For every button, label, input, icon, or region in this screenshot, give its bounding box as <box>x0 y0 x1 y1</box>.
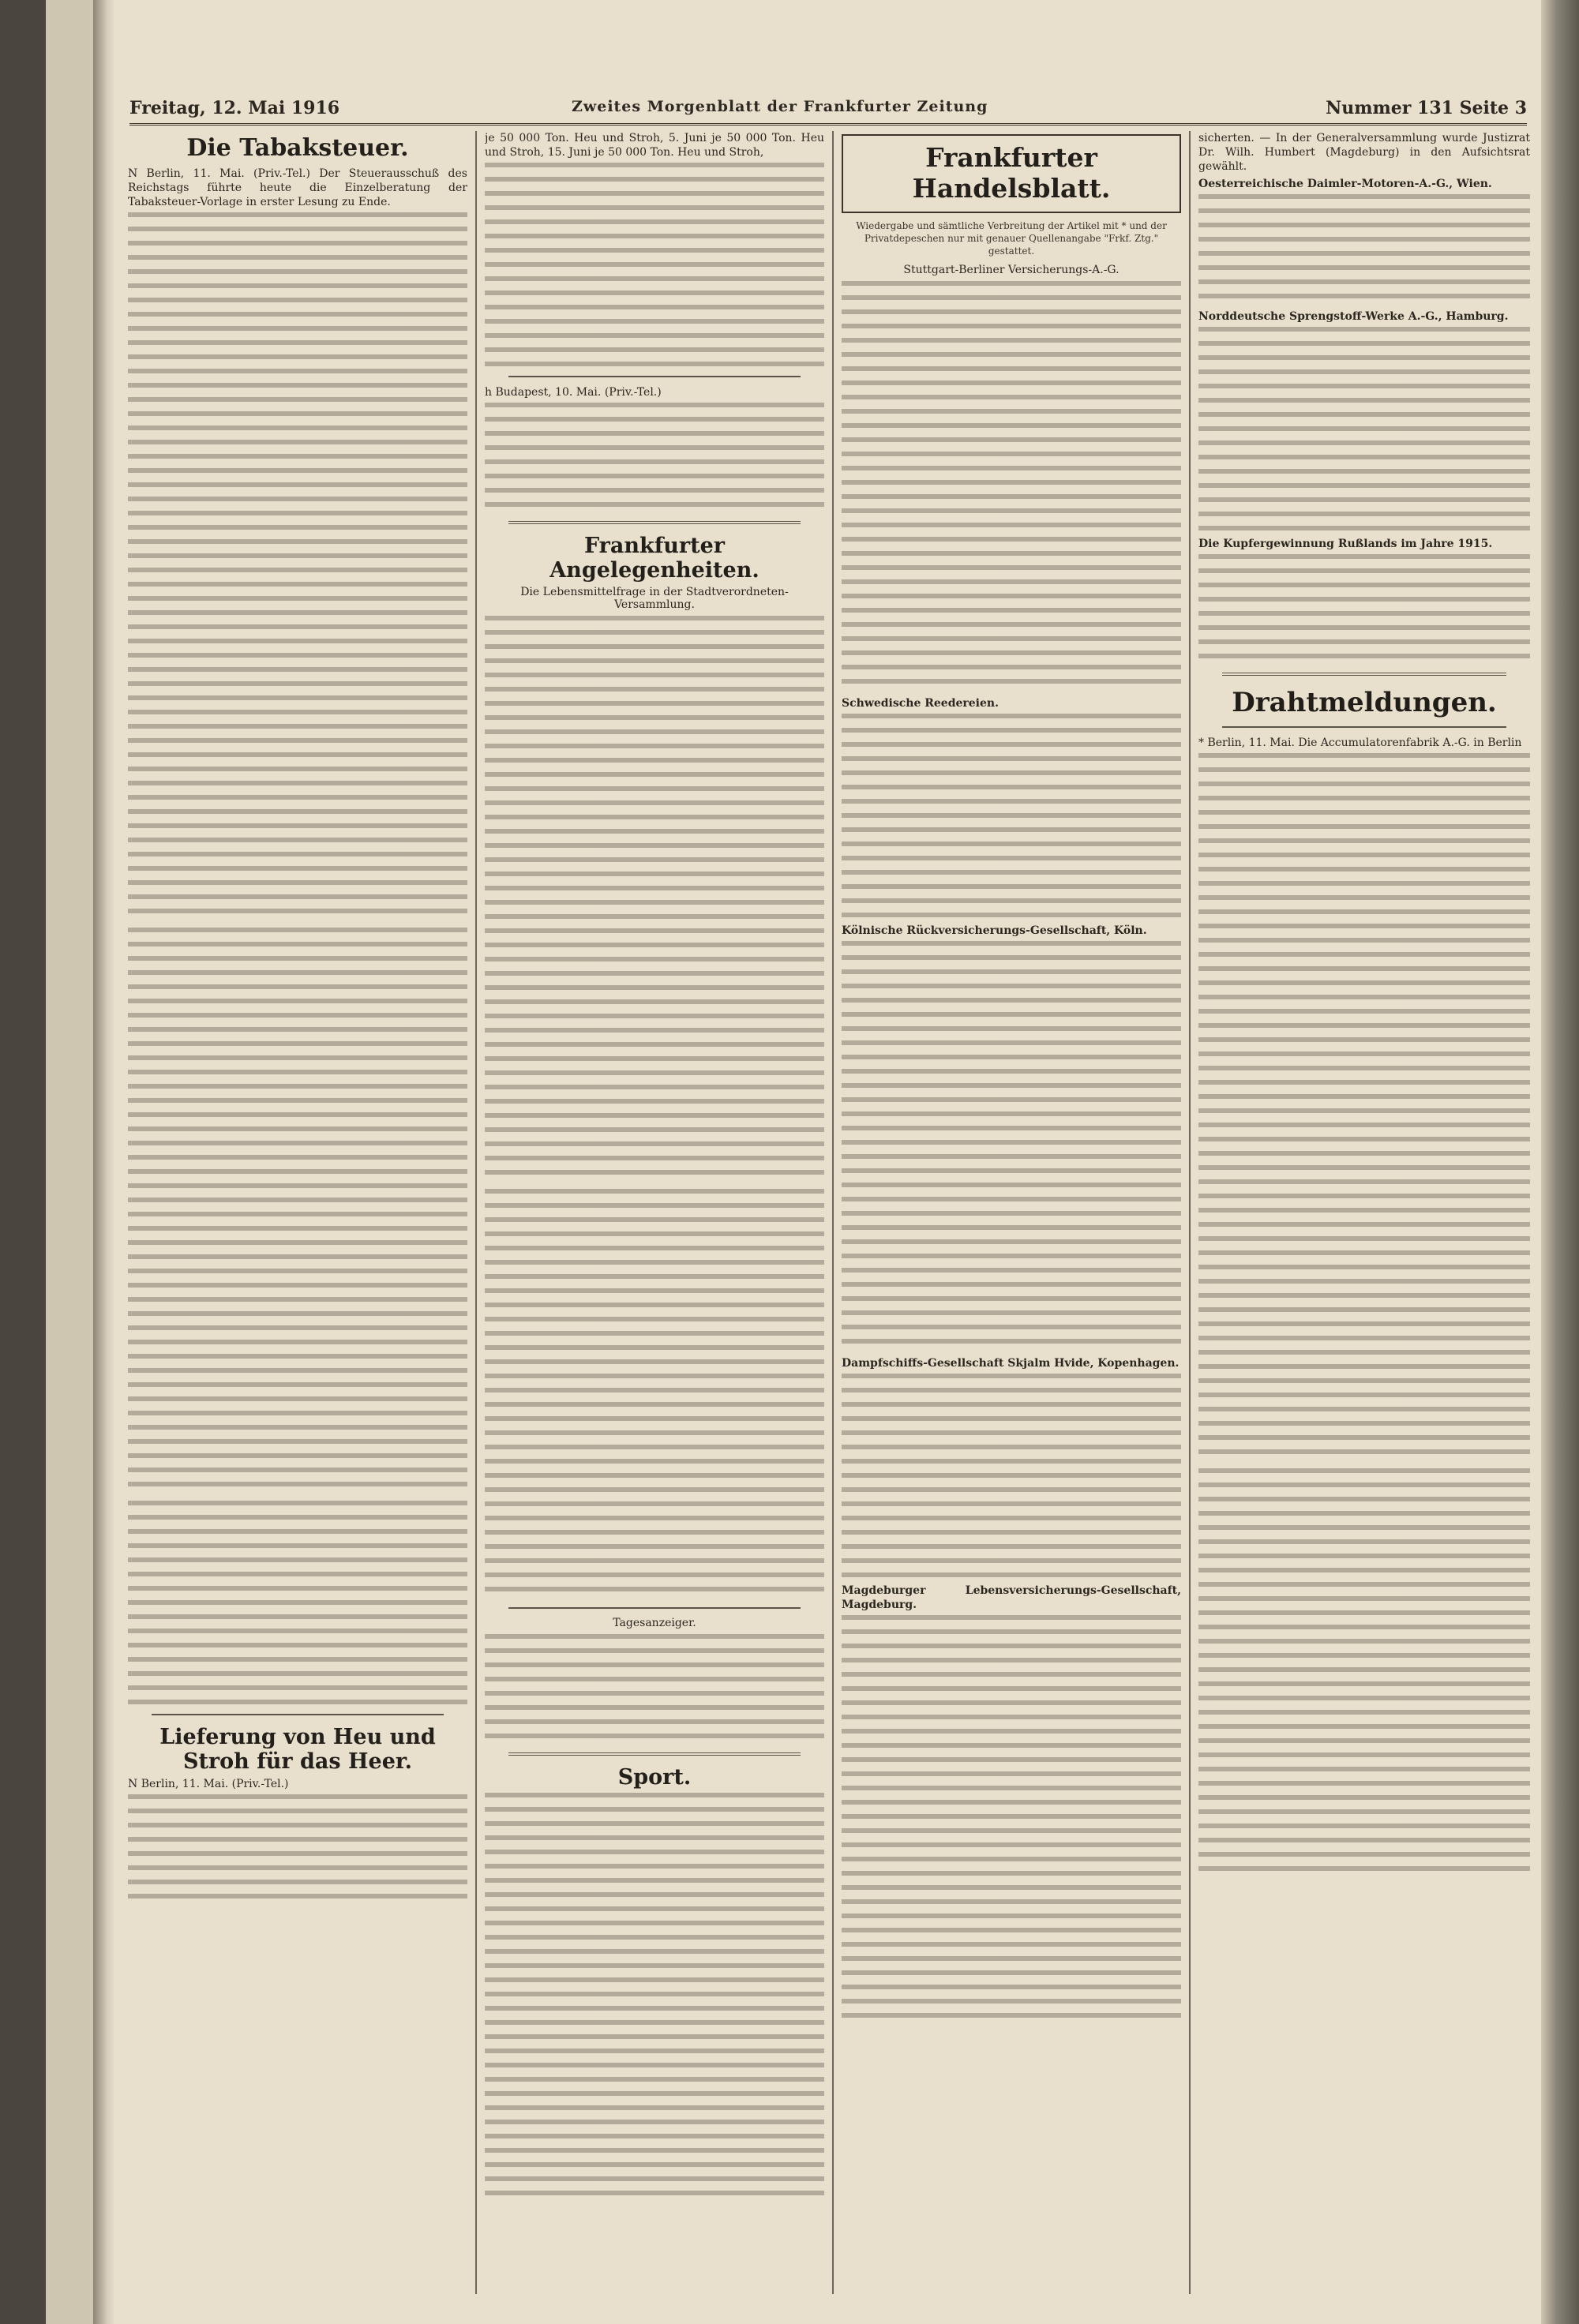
headline-sport: Sport. <box>617 1765 692 1790</box>
subheadline-lebensmittelfrage: Die Lebensmittelfrage in der Stadtverordneten-Versammlung. <box>520 586 789 611</box>
article-sport-body <box>485 1793 824 2203</box>
masthead-title: Zweites Morgenblatt der Frankfurter Zeitung <box>572 98 988 115</box>
item-heading-schwedische-reedereien: Schwedische Reedereien. <box>842 697 999 710</box>
headline-drahtmeldungen: Drahtmeldungen. <box>1232 687 1497 718</box>
item-heading-magdeburger-leben: Magdeburger Lebensversicherungs-Gesellschaft, Magdeburg. <box>842 1584 1181 1611</box>
previous-page-edge <box>46 0 93 2324</box>
column-rule <box>475 131 477 2294</box>
item-heading-stuttgart-berliner: Stuttgart-Berliner Versicherungs-A.-G. <box>903 264 1120 276</box>
article-heu-stroh-lead: N Berlin, 11. Mai. (Priv.-Tel.) <box>128 1778 289 1790</box>
item-heading-kupfergewinnung: Die Kupfergewinnung Rußlands im Jahre 1915. <box>1198 538 1493 550</box>
scan-gutter <box>0 0 46 2324</box>
column-separator <box>508 521 801 524</box>
tagesanzeiger-listing <box>485 1634 824 1745</box>
item-body-stuttgart-berliner <box>842 281 1181 692</box>
item-body-schwedische-reedereien <box>842 714 1181 919</box>
article-tabaksteuer-body-end <box>128 1501 467 1706</box>
column-1 <box>128 131 467 2294</box>
article-budapest-body <box>485 403 824 513</box>
article-tabaksteuer-body <box>128 212 467 923</box>
item-body-daimler <box>1198 194 1530 305</box>
item-body-koelnische-rueckversicherung <box>842 941 1181 1351</box>
column-rule <box>1189 131 1191 2294</box>
drahtmeldungen-lead: * Berlin, 11. Mai. Die Accumulatorenfabrik A.-G. in Berlin <box>1198 737 1522 749</box>
headline-frankfurter-angelegenheiten: Frankfurter Angelegenheiten. <box>549 534 759 583</box>
item-heading-daimler: Oesterreichische Daimler-Motoren-A.-G., Wien. <box>1198 178 1492 190</box>
headline-heu-stroh: Lieferung von Heu und Stroh für das Heer. <box>159 1725 436 1774</box>
drahtmeldungen-body <box>1198 753 1530 1464</box>
column-separator <box>152 1714 444 1715</box>
handelsblatt-header-frame <box>842 134 1181 213</box>
article-tabaksteuer-lead: N Berlin, 11. Mai. (Priv.-Tel.) Der Steuerausschuß des Reichstags führte heute die Einzelberatung der Tabaksteuer-Vorlage in erster Lesung zu Ende. <box>128 167 467 208</box>
column-2 <box>485 131 824 2294</box>
headline-handelsblatt: Frankfurter Handelsblatt. <box>912 142 1111 204</box>
newspaper-page <box>114 0 1541 2324</box>
item-body-kupfergewinnung <box>1198 554 1530 665</box>
article-lebensmittelfrage-body <box>485 616 824 1184</box>
column-3 <box>842 131 1181 2294</box>
column-separator <box>1222 673 1506 676</box>
article-heu-stroh-continued-body <box>485 163 824 368</box>
item-continued-intro: sicherten. — In der Generalversammlung wurde Justizrat Dr. Wilh. Humbert (Magdeburg) in den Aufsichtsrat gewählt. <box>1198 132 1530 173</box>
masthead <box>129 92 1527 126</box>
handelsblatt-reproduction-note: Wiedergabe und sämtliche Verbreitung der Artikel mit * und der Privatdepeschen nur mit genauer Quellenangabe "Frkf. Ztg." gestattet. <box>856 220 1167 257</box>
page-right-edge <box>1541 0 1579 2324</box>
drahtmeldungen-body-cont <box>1198 1468 1530 1879</box>
article-lebensmittelfrage-body-cont <box>485 1189 824 1599</box>
masthead-date: Freitag, 12. Mai 1916 <box>129 98 340 118</box>
article-heu-stroh-body <box>128 1794 467 1905</box>
column-separator <box>508 1752 801 1756</box>
masthead-page: Nummer 131 Seite 3 <box>1326 98 1527 118</box>
column-4 <box>1198 131 1530 2294</box>
headline-tabaksteuer: Die Tabaksteuer. <box>186 134 409 162</box>
article-heu-stroh-continued: je 50 000 Ton. Heu und Stroh, 5. Juni je 50 000 Ton. Heu und Stroh, 15. Juni je 50 000 Ton. Heu und Stroh, <box>485 132 824 159</box>
column-separator <box>508 1607 801 1609</box>
item-body-sprengstoff <box>1198 327 1530 532</box>
column-separator <box>508 376 801 377</box>
article-tabaksteuer-body-cont <box>128 928 467 1496</box>
column-rule <box>832 131 834 2294</box>
item-body-magdeburger-leben <box>842 1615 1181 2026</box>
item-heading-koelnische-rueckversicherung: Kölnische Rückversicherungs-Gesellschaft, Köln. <box>842 924 1147 937</box>
article-budapest-lead: h Budapest, 10. Mai. (Priv.-Tel.) <box>485 386 662 399</box>
item-heading-skjalm-hvide: Dampfschiffs-Gesellschaft Skjalm Hvide, Kopenhagen. <box>842 1357 1180 1370</box>
item-body-skjalm-hvide <box>842 1374 1181 1579</box>
column-separator <box>1222 726 1506 728</box>
page-binding <box>93 0 114 2324</box>
item-heading-sprengstoff: Norddeutsche Sprengstoff-Werke A.-G., Hamburg. <box>1198 310 1509 323</box>
heading-tagesanzeiger: Tagesanzeiger. <box>613 1617 696 1629</box>
